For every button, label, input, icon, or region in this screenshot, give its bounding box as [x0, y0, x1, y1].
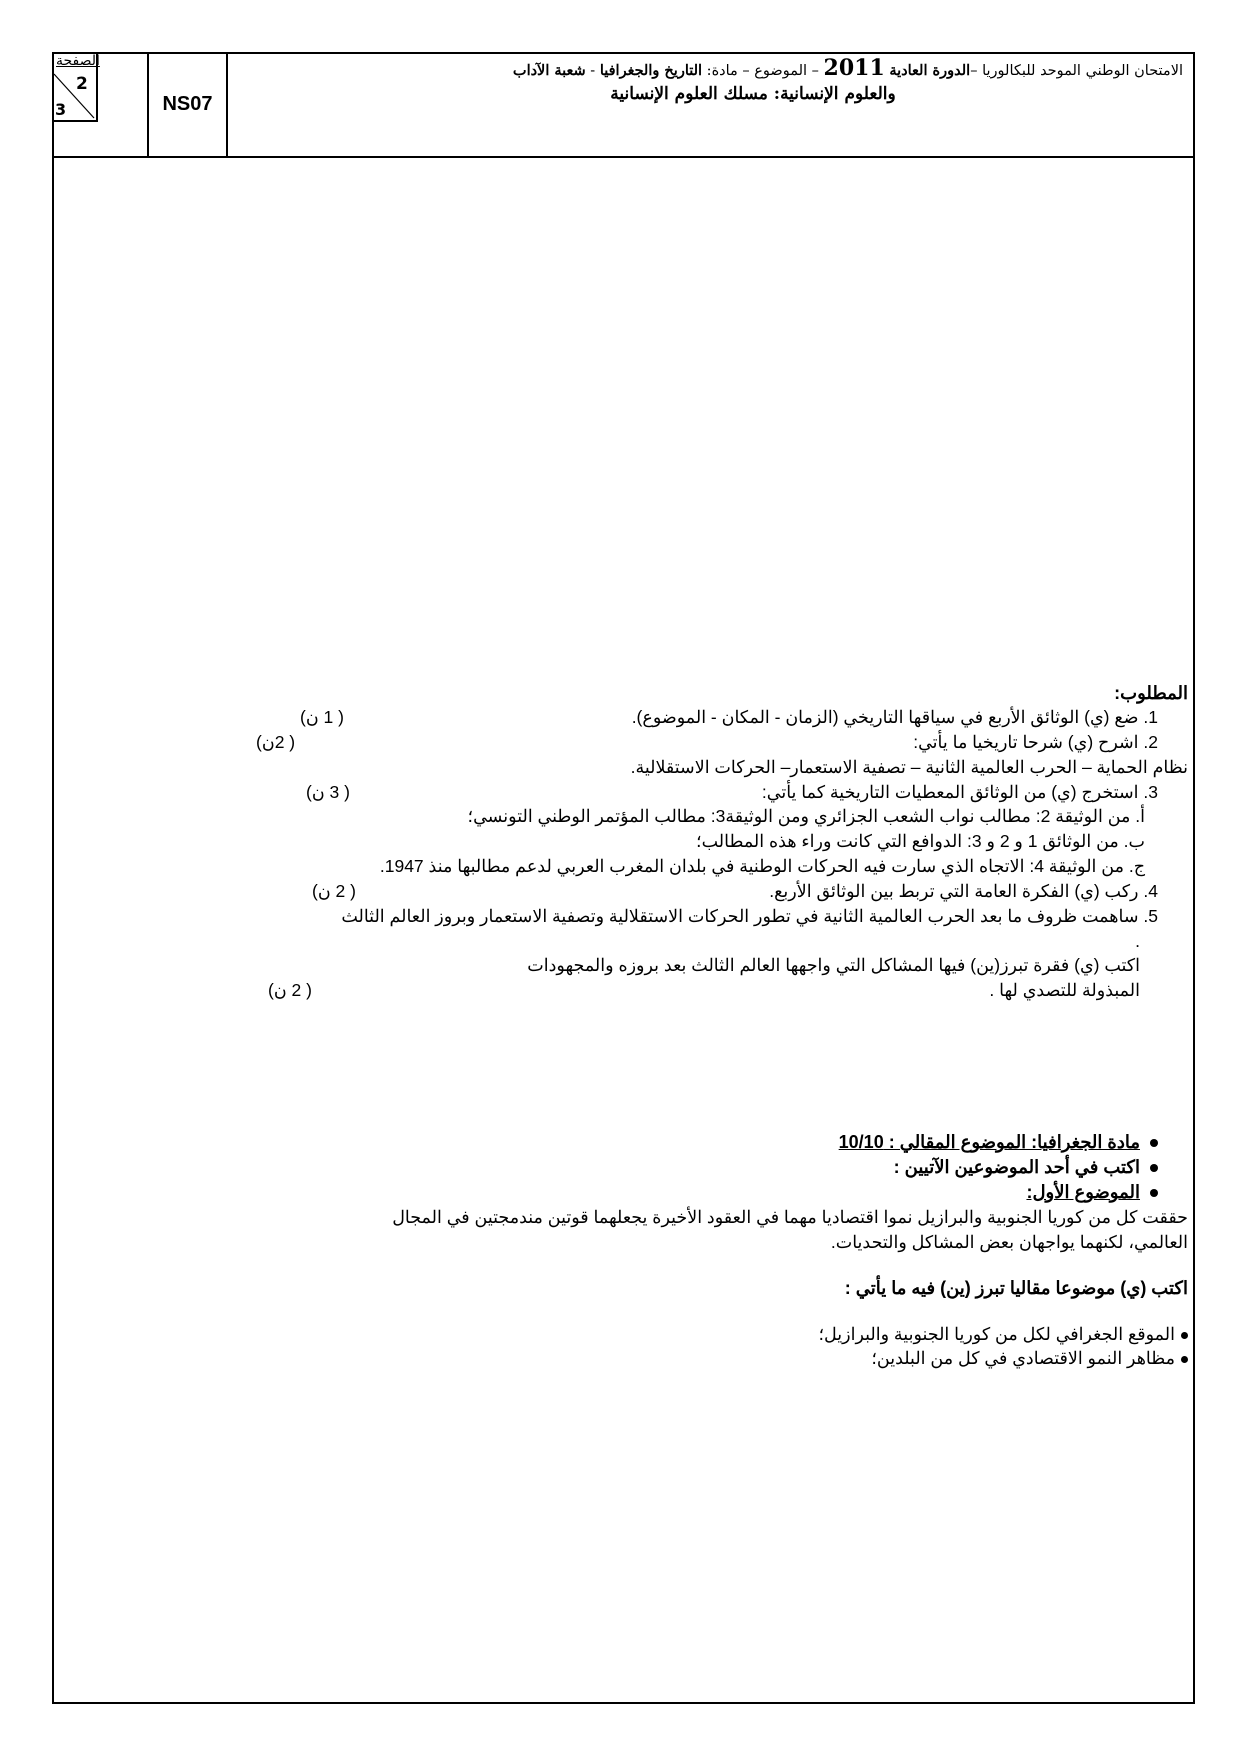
- task-point-2-text: مظاهر النمو الاقتصادي في كل من البلدين؛: [871, 1348, 1175, 1368]
- question-2: [913, 731, 1158, 753]
- task-point-1: [818, 1323, 1188, 1345]
- geography-title-text: مادة الجغرافيا: الموضوع المقالي : 10/10: [838, 1132, 1140, 1152]
- question-2-terms: نظام الحماية – الحرب العالمية الثانية – تصفية الاستعمار– الحركات الاستقلالية.: [630, 757, 1188, 777]
- header-separator: -: [585, 63, 600, 79]
- topic-1-line-2: العالمي، لكنهما يواجهان بعض المشاكل والتحديات.: [830, 1232, 1188, 1252]
- page-current: 2: [76, 74, 88, 94]
- question-3-a: أ. من الوثيقة 2: مطالب نواب الشعب الجزائري ومن الوثيقة3: مطالب المؤتمر الوطني التونسي؛: [467, 806, 1145, 826]
- geography-instruction: [894, 1156, 1158, 1178]
- header-branch: شعبة الآداب: [512, 62, 586, 79]
- bullet-icon: [1150, 1164, 1158, 1172]
- question-3: [762, 781, 1158, 803]
- question-4-points: ( 2 ن): [312, 881, 356, 901]
- question-1: [632, 706, 1158, 728]
- geography-task: اكتب (ي) موضوعا مقاليا تبرز (ين) فيه ما يأتي :: [844, 1278, 1188, 1298]
- question-1-points: ( 1 ن): [300, 707, 344, 727]
- question-2-text: اشرح (ي) شرحا تاريخيا ما يأتي:: [913, 732, 1139, 752]
- bullet-icon: [1181, 1332, 1188, 1339]
- question-5-points: ( 2 ن): [268, 980, 312, 1000]
- header-line-1: [238, 55, 1183, 81]
- header-session: الدورة العادية: [889, 62, 971, 79]
- question-3-number: 3.: [1143, 782, 1158, 802]
- page-total: 3: [55, 100, 67, 119]
- header-exam-name: الامتحان الوطني الموحد للبكالوريا –: [970, 63, 1183, 79]
- header-year: 2011: [823, 55, 885, 81]
- header-subject-label: – الموضوع – مادة:: [702, 63, 824, 79]
- question-4-number: 4.: [1143, 881, 1158, 901]
- page-frame: [52, 52, 1195, 1704]
- page-label: الصفحة: [56, 53, 100, 69]
- exam-code: NS07: [147, 52, 228, 156]
- history-title: المطلوب:: [1114, 683, 1188, 703]
- question-2-number: 2.: [1143, 732, 1158, 752]
- bullet-icon: [1181, 1356, 1188, 1363]
- question-5-line-3: المبذولة للتصدي لها .: [989, 980, 1140, 1000]
- geography-instruction-text: اكتب في أحد الموضوعين الآتيين :: [893, 1157, 1140, 1177]
- question-5-text: ساهمت ظروف ما بعد الحرب العالمية الثانية في تطور الحركات الاستقلالية وتصفية الاستعمار وبروز العالم الثالث: [341, 906, 1139, 926]
- header-title: [238, 55, 1183, 105]
- bullet-icon: [1150, 1139, 1158, 1147]
- exam-header: [52, 52, 1195, 158]
- question-1-number: 1.: [1143, 707, 1158, 727]
- question-5-dot: .: [1135, 931, 1140, 951]
- header-line-2: والعلوم الإنسانية: مسلك العلوم الإنسانية: [610, 84, 896, 104]
- bullet-icon: [1150, 1189, 1158, 1197]
- question-4-text: ركب (ي) الفكرة العامة التي تربط بين الوثائق الأربع.: [769, 881, 1139, 901]
- question-5: [341, 905, 1158, 927]
- topic-1-title-text: الموضوع الأول:: [1026, 1182, 1140, 1202]
- question-5-line-2: اكتب (ي) فقرة تبرز(ين) فيها المشاكل التي واجهها العالم الثالث بعد بروزه والمجهودات: [527, 955, 1140, 975]
- question-3-points: ( 3 ن): [306, 782, 350, 802]
- header-subject: التاريخ والجغرافيا: [599, 62, 703, 79]
- topic-1-title: [1026, 1181, 1158, 1203]
- question-3-c: ج. من الوثيقة 4: الاتجاه الذي سارت فيه الحركات الوطنية في بلدان المغرب العربي لدعم مطالبها منذ 1947.: [379, 856, 1145, 876]
- question-4: [769, 880, 1158, 902]
- task-point-2: [871, 1347, 1188, 1369]
- geography-title: [839, 1131, 1158, 1153]
- topic-1-line-1: حققت كل من كوريا الجنوبية والبرازيل نموا اقتصاديا مهما في العقود الأخيرة يجعلهما قوتين مندمجتين في المجال: [392, 1207, 1188, 1227]
- question-3-text: استخرج (ي) من الوثائق المعطيات التاريخية كما يأتي:: [761, 782, 1139, 802]
- question-2-points: ( 2ن): [256, 732, 296, 752]
- question-3-b: ب. من الوثائق 1 و 2 و 3: الدوافع التي كانت وراء هذه المطالب؛: [696, 831, 1145, 851]
- question-5-number: 5.: [1143, 906, 1158, 926]
- page-number-box: [52, 52, 98, 122]
- task-point-1-text: الموقع الجغرافي لكل من كوريا الجنوبية والبرازيل؛: [818, 1324, 1175, 1344]
- question-1-text: ضع (ي) الوثائق الأربع في سياقها التاريخي (الزمان - المكان - الموضوع).: [631, 707, 1139, 727]
